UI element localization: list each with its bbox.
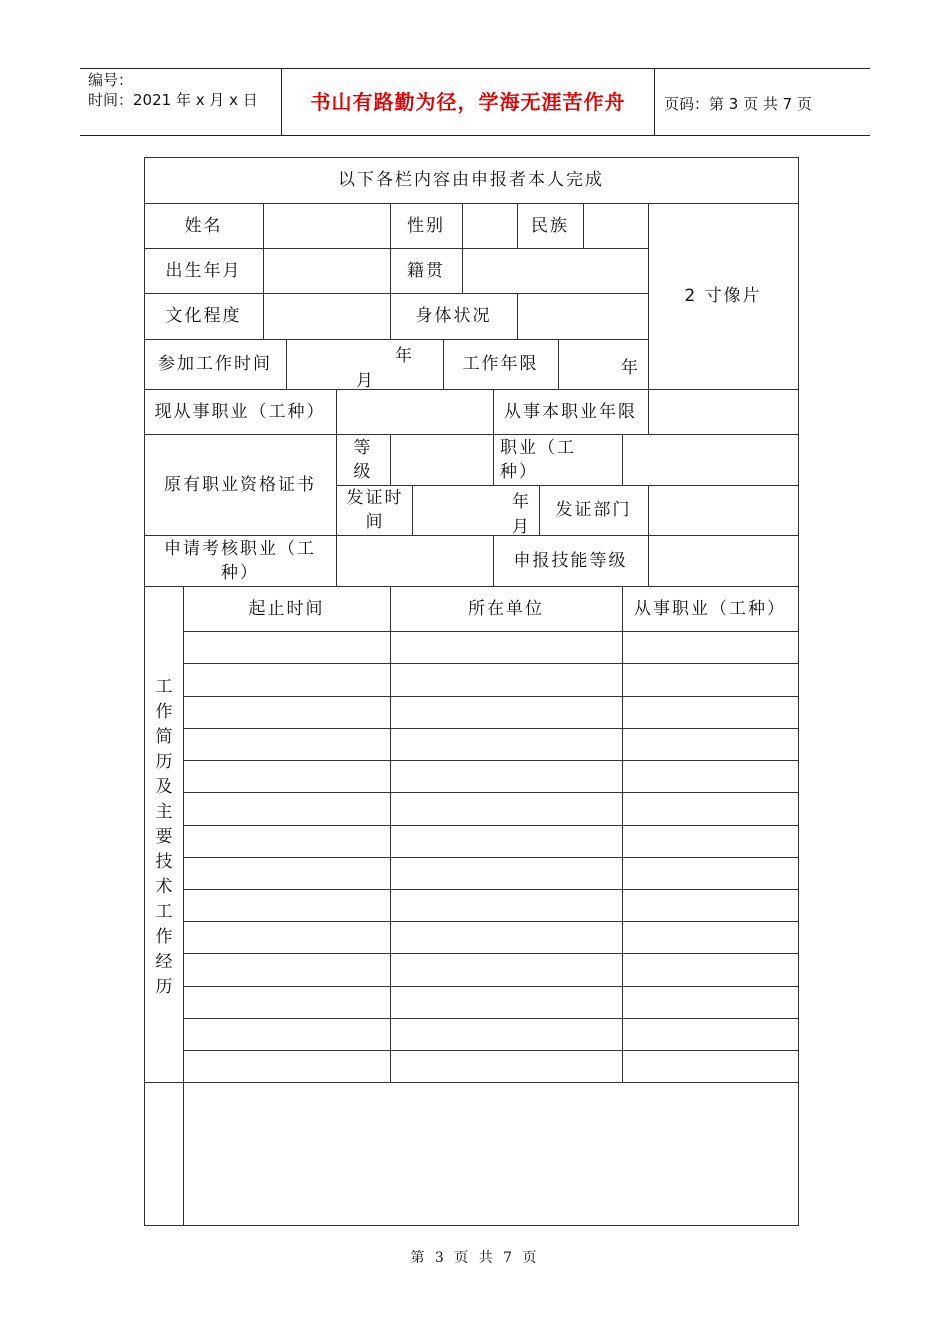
ethnicity-field[interactable] — [584, 204, 647, 247]
work-start-label: 参加工作时间 — [158, 354, 272, 374]
form-intro: 以下各栏内容由申报者本人完成 — [338, 170, 604, 190]
education-field[interactable] — [264, 294, 389, 338]
job-years-field[interactable] — [649, 390, 797, 433]
issue-month-label: 月 — [512, 517, 529, 537]
education-label: 文化程度 — [165, 306, 242, 326]
birth-field[interactable] — [264, 249, 389, 292]
apply-job-field[interactable] — [337, 536, 492, 585]
apply-job-label: 申请考核职业（工种） — [164, 539, 316, 583]
page-indicator: 页码：第 3 页 共 7 页 — [664, 95, 812, 113]
col-period: 起止时间 — [248, 598, 325, 619]
header-meta — [88, 70, 258, 110]
year-label: 年 — [395, 346, 412, 366]
issue-year-label: 年 — [512, 492, 529, 512]
native-place-field[interactable] — [463, 249, 647, 292]
apply-level-field[interactable] — [649, 536, 797, 585]
gender-field[interactable] — [463, 204, 516, 247]
grade-label: 等级 — [353, 438, 373, 482]
name-field[interactable] — [264, 204, 389, 247]
health-label: 身体状况 — [415, 306, 492, 326]
header-bottom-rule — [80, 135, 870, 136]
col-unit: 所在单位 — [468, 598, 544, 619]
history-rows[interactable] — [184, 632, 798, 1082]
ethnicity-label: 民族 — [531, 215, 569, 236]
occupation-field[interactable] — [623, 435, 797, 484]
motto: 书山有路勤为径，学海无涯苦作舟 — [310, 90, 626, 114]
current-job-field[interactable] — [337, 390, 492, 433]
issue-dept-field[interactable] — [649, 486, 797, 534]
name-label: 姓名 — [184, 215, 223, 236]
page-footer: 第 3 页 共 7 页 — [410, 1250, 540, 1266]
native-place-label: 籍贯 — [407, 260, 445, 281]
years-unit: 年 — [621, 358, 638, 378]
issue-dept-label: 发证部门 — [555, 500, 632, 520]
cert-label: 原有职业资格证书 — [164, 474, 316, 495]
grade-field[interactable] — [391, 435, 492, 484]
birth-label: 出生年月 — [165, 260, 242, 281]
work-years-label: 工作年限 — [462, 354, 539, 374]
job-years-label: 从事本职业年限 — [504, 401, 637, 422]
time-text: 时间：2021 年 x 月 x 日 — [88, 91, 258, 109]
serial-label: 编号： — [88, 71, 134, 89]
history-label: 工作简历及主要技术工作经历 — [155, 677, 173, 997]
issue-time-label: 发证时间 — [346, 488, 404, 532]
occupation-label: 职业（工种） — [500, 438, 576, 482]
apply-level-label: 申报技能等级 — [513, 550, 628, 571]
health-field[interactable] — [518, 294, 647, 338]
col-job: 从事职业（工种） — [634, 598, 786, 619]
photo-slot[interactable]: 2 寸像片 — [684, 286, 762, 306]
header-divider — [654, 68, 655, 136]
month-label: 月 — [356, 371, 373, 391]
current-job-label: 现从事职业（工种） — [154, 401, 326, 422]
remarks-field[interactable] — [184, 1083, 798, 1225]
header-top-rule — [80, 68, 870, 69]
gender-label: 性别 — [407, 215, 445, 236]
